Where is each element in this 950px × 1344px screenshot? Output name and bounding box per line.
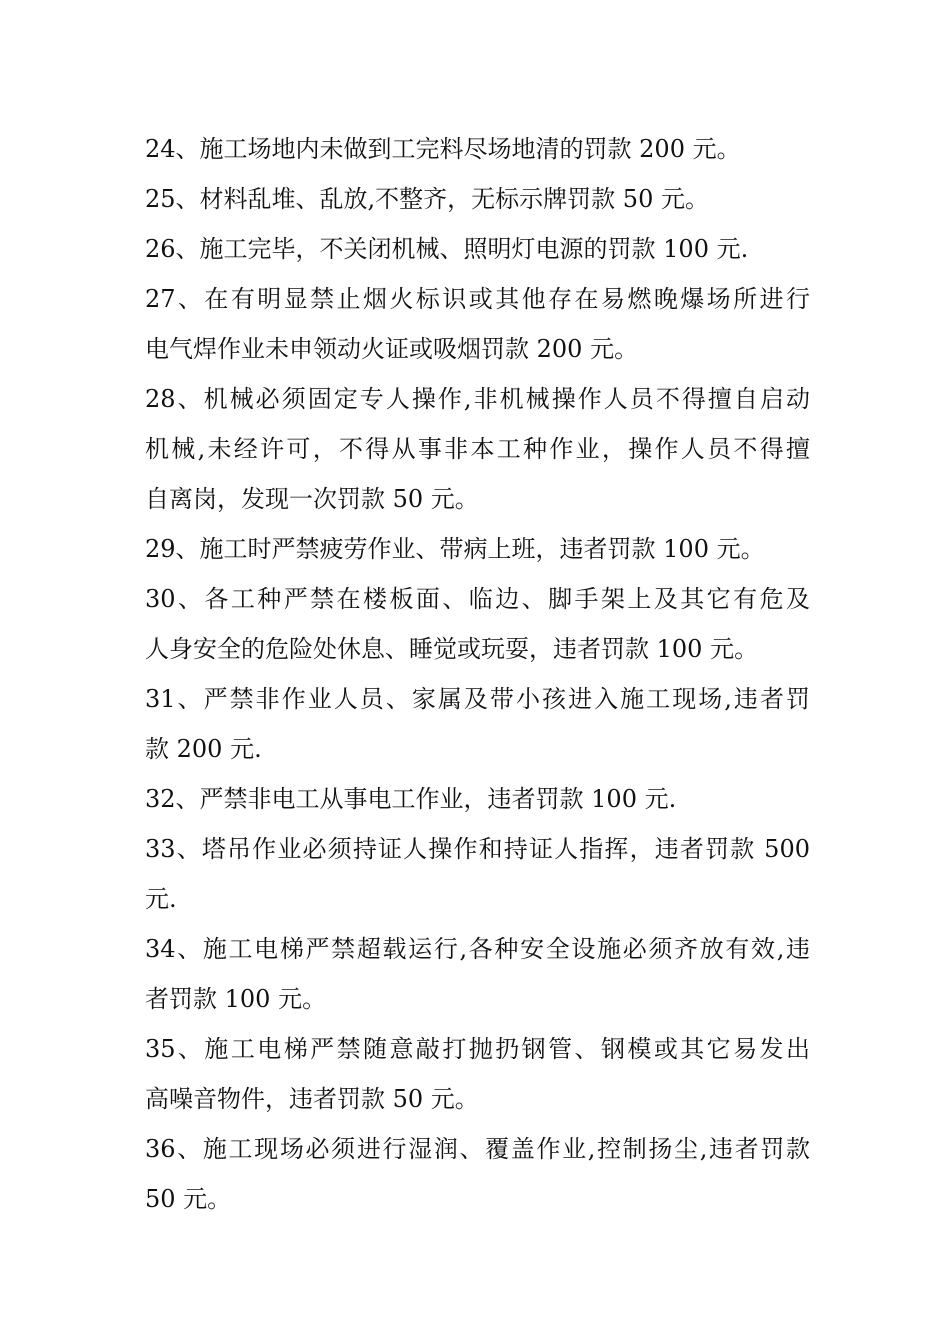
rule-32-line-1: 32、严禁非电工从事电工作业，违者罚款 100 元. [145, 785, 677, 813]
rule-item-32 [145, 774, 810, 824]
rule-34-line-2: 者罚款 100 元。 [145, 985, 327, 1013]
rule-35-line-1: 35、施工电梯严禁随意敲打抛扔钢管、钢模或其它易发出 [145, 1035, 810, 1063]
rule-28-line-2: 机械,未经许可，不得从事非本工种作业，操作人员不得擅 [145, 435, 810, 463]
rule-27-line-2: 电气焊作业未申领动火证或吸烟罚款 200 元。 [145, 335, 639, 363]
rule-item-35 [145, 1024, 810, 1124]
rule-33-line-1: 33、塔吊作业必须持证人操作和持证人指挥，违者罚款 500 [145, 835, 810, 863]
rule-31-line-1: 31、严禁非作业人员、家属及带小孩进入施工现场,违者罚 [145, 685, 810, 713]
rule-item-34 [145, 924, 810, 1024]
rule-item-33 [145, 824, 810, 924]
rule-29-line-1: 29、施工时严禁疲劳作业、带病上班，违者罚款 100 元。 [145, 535, 765, 563]
rule-24-line-1: 24、施工场地内未做到工完料尽场地清的罚款 200 元。 [145, 135, 741, 163]
rule-34-line-1: 34、施工电梯严禁超载运行,各种安全设施必须齐放有效,违 [145, 935, 810, 963]
rule-item-27 [145, 274, 810, 374]
rule-36-line-2: 50 元。 [145, 1185, 232, 1213]
rule-25-line-1: 25、材料乱堆、乱放,不整齐，无标示牌罚款 50 元。 [145, 185, 709, 213]
rule-27-line-1: 27、在有明显禁止烟火标识或其他存在易燃晚爆场所进行 [145, 285, 810, 313]
rule-26-line-1: 26、施工完毕，不关闭机械、照明灯电源的罚款 100 元. [145, 235, 749, 263]
rule-item-25 [145, 174, 810, 224]
rule-30-line-1: 30、各工种严禁在楼板面、临边、脚手架上及其它有危及 [145, 585, 810, 613]
rule-item-24 [145, 124, 810, 174]
rule-item-29 [145, 524, 810, 574]
rule-item-26 [145, 224, 810, 274]
rule-item-28 [145, 374, 810, 524]
rule-28-line-3: 自离岗，发现一次罚款 50 元。 [145, 485, 479, 513]
rule-31-line-2: 款 200 元. [145, 735, 262, 763]
rule-35-line-2: 高噪音物件，违者罚款 50 元。 [145, 1085, 479, 1113]
rule-item-36 [145, 1124, 810, 1224]
rules-list [145, 124, 810, 1224]
rule-30-line-2: 人身安全的危险处休息、睡觉或玩耍，违者罚款 100 元。 [145, 635, 759, 663]
rule-28-line-1: 28、机械必须固定专人操作,非机械操作人员不得擅自启动 [145, 385, 810, 413]
rule-36-line-1: 36、施工现场必须进行湿润、覆盖作业,控制扬尘,违者罚款 [145, 1135, 810, 1163]
rule-item-30 [145, 574, 810, 674]
rule-item-31 [145, 674, 810, 774]
rule-33-line-2: 元. [145, 885, 177, 913]
